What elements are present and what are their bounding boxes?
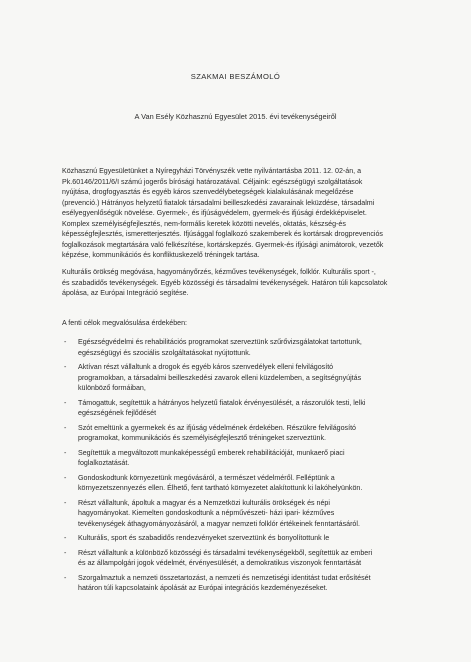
goal-item-line: hagyományokat. Kiemelten gondoskodtunk a népművészeti- házi ipari- kézműves — [78, 509, 335, 517]
intro-line: képességfejlesztés, ismeretterjesztés. Ifjúsággal foglalkozó szakemberek és kortársak drogprevenciós — [62, 230, 383, 238]
goal-item-line: Részt vállaltunk, ápoltuk a magyar és a Nemzetközi kulturális örökségek és népi — [78, 498, 330, 507]
bullet-dash: - — [64, 548, 67, 557]
goal-item — [62, 473, 432, 494]
goal-item-line: egészségének fejlődését — [78, 409, 157, 417]
goals-list — [62, 337, 432, 598]
intro-line: esélyegyenlőségük növelése. Gyermek-, és ifjúságvédelem, gyermek-és ifjúsági érdekképviselet. — [62, 209, 367, 217]
bullet-dash: - — [64, 398, 67, 407]
goal-item — [62, 423, 432, 444]
goal-item-line: foglalkoztatását. — [78, 459, 130, 467]
document-subtitle: A Van Esély Közhasznú Egyesület 2015. évi tevékenységeiről — [134, 112, 337, 121]
goal-item-line: Kulturális, sport és szabadidős rendezvényeket szerveztünk és bonyolítottunk le — [78, 534, 330, 542]
goal-item-line: programokat, kommunikációs és személyiségfejlesztő tréningeket szerveztünk. — [78, 434, 326, 442]
bullet-dash: - — [64, 473, 67, 482]
goal-item — [62, 573, 432, 594]
bullet-dash: - — [64, 573, 67, 582]
intro-line: (prevenció.) Hátrányos helyzetű fiatalok társadalmi beilleszkedési zavarainak leküzdése, társadalmi — [62, 198, 375, 207]
goal-item — [62, 533, 432, 544]
goals-heading — [62, 318, 422, 329]
intro-line: képzése, kommunikációs és konfliktuskezelő tréningek tartása. — [62, 251, 260, 259]
goals-heading-text: A fenti célok megvalósulása érdekében: — [62, 319, 188, 327]
goal-item-line: Aktívan részt vállaltunk a drogok és egyéb káros szenvedélyek elleni felvilágosító — [78, 363, 334, 371]
goal-item-line: Részt vállaltunk a különböző közösségi és társadalmi tevékenységekből, segítettük az emberi — [78, 548, 373, 557]
intro-line: Komplex személyiségfejlesztés, nem-formális keretek közötti nevelés, oktatás, készség-és — [62, 219, 346, 228]
document-title: SZAKMAI BESZÁMOLÓ — [190, 72, 281, 81]
bullet-dash: - — [64, 338, 67, 346]
goal-item-line: programokban, a társadalmi beilleszkedési zavarok elleni küzdelemben, a segítségnyújtás — [78, 373, 362, 382]
goal-item-line: környezetszennyezés ellen. Élhető, fent tartható környezetet alakítottunk ki lakóhelyünkön. — [78, 484, 363, 492]
bullet-dash: - — [64, 363, 67, 371]
bullet-dash: - — [64, 448, 67, 457]
goal-item-line: különböző formáiban, — [78, 384, 146, 392]
intro-paragraph — [62, 166, 422, 261]
goal-item-line: Segítettük a megváltozott munkaképességű emberek rehabilitációját, munkaerő piaci — [78, 448, 345, 457]
bullet-dash: - — [64, 534, 67, 542]
intro-line: Közhasznú Egyesületünket a Nyíregyházi Törvényszék vette nyilvántartásba 2011. 12. 02-án, a — [62, 167, 362, 175]
goal-item-line: Támogattuk, segítettük a hátrányos helyzetű fiatalok érvényesülését, a rászorulók testi, lelki — [78, 398, 366, 407]
goal-item-line: tevékenységek áthagyományozásáról, a magyar nemzeti folklór értékeinek fenntartásáról. — [78, 519, 360, 528]
goal-item-line: Szorgalmaztuk a nemzeti összetartozást, a nemzeti és nemzetiségi identitást tudat erősítését — [78, 573, 371, 582]
goal-item-line: Szót emeltünk a gyermekek és az ifjúság védelmének érdekében. Részükre felvilágosító — [78, 423, 356, 432]
goal-item-line: Gondoskodtunk környezetünk megóvásáról, a természet védelméről. Felléptünk a — [78, 473, 335, 482]
goal-item-line: és az állampolgári jogok védelmét, érvényesülését, a demokratikus viszonyok fenntartását — [78, 559, 362, 567]
heritage-line: ápolása, az Európai Integráció segítése. — [62, 289, 189, 297]
goal-item-line: egészségügyi és szociális szolgáltatásokat nyújtottunk. — [78, 348, 251, 357]
goal-item — [62, 362, 432, 394]
intro-line: Pk.60146/2011/6/I számú jogerős bírósági határozatával. Céljaink: egészségügyi szolgáltatások — [62, 177, 363, 186]
heritage-paragraph — [62, 267, 422, 299]
goal-item — [62, 448, 432, 469]
bullet-dash: - — [64, 498, 67, 507]
goal-item-line: Egészségvédelmi és rehabilitációs programokat szerveztünk szűrővizsgálatokat tartottunk, — [78, 338, 362, 346]
heritage-line: és szabadidős tevékenységek. Egyéb közösségi és társadalmi tevékenységek. Határon túli kapcsolatok — [62, 278, 388, 287]
bullet-dash: - — [64, 423, 67, 432]
heritage-line: Kulturális örökség megóvása, hagyományőrzés, kézműves tevékenységek, folklór. Kulturális sport -, — [62, 268, 376, 276]
intro-line: nyújtása, drogfogyasztás és egyéb káros szenvedélybetegségek kialakulásának megelőzése — [62, 188, 354, 196]
goal-item — [62, 398, 432, 419]
goal-item — [62, 337, 432, 358]
goal-item — [62, 548, 432, 569]
intro-line: foglalkozások megtartására való felkészítése, kortárskepzés. Gyermek-és ifjúsági animátorok, vezetők — [62, 240, 384, 249]
goal-item-line: határon túli kapcsolataink ápolását az Európai integrációs kezdeményezéseket. — [78, 584, 328, 592]
goal-item — [62, 498, 432, 530]
